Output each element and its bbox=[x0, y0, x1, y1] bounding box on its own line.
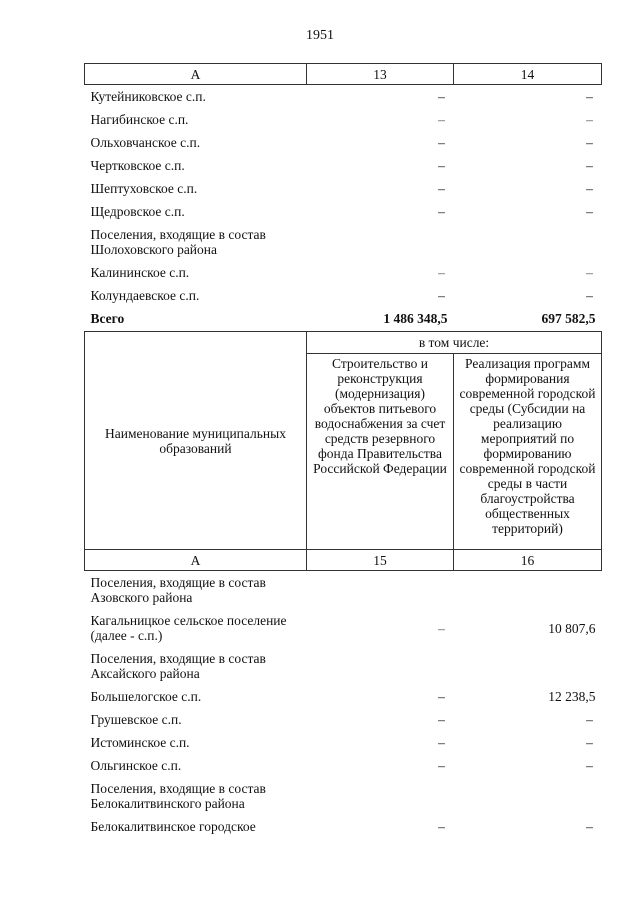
page-number: 1951 bbox=[306, 28, 334, 43]
row-value-16: 10 807,6 bbox=[548, 620, 596, 636]
table-row bbox=[85, 777, 602, 815]
row-group-name: Поселения, входящие в состав Белокалитвинского района bbox=[90, 781, 266, 811]
row-name: Ольховчанское с.п. bbox=[90, 135, 201, 150]
table-header-row bbox=[85, 64, 602, 85]
row-group-name: Поселения, входящие в состав Азовского района bbox=[90, 575, 266, 605]
row-value-13: – bbox=[438, 135, 445, 150]
table-row bbox=[85, 685, 602, 708]
row-name: Ольгинское с.п. bbox=[90, 758, 182, 773]
row-value-15: – bbox=[438, 620, 445, 636]
column-15-description: Строительство и реконструкция (модернизация) объектов питьевого водоснабжения за счет средств резервного фонда Правительства Российской Федерации bbox=[307, 354, 454, 550]
row-group-name: Поселения, входящие в состав Аксайского района bbox=[90, 651, 266, 681]
row-name: Кагальницкое сельское поселение (далее - с.п.) bbox=[90, 613, 287, 643]
table-row bbox=[85, 200, 602, 223]
row-value-13: – bbox=[438, 181, 445, 196]
column-header-13: 13 bbox=[307, 64, 454, 85]
row-value-15: – bbox=[438, 689, 445, 704]
table-row bbox=[85, 108, 602, 131]
table-row bbox=[85, 284, 602, 307]
column-header-16: 16 bbox=[454, 550, 602, 571]
row-value-16: 12 238,5 bbox=[548, 689, 596, 704]
table-row bbox=[85, 571, 602, 610]
row-value-13: – bbox=[438, 265, 445, 280]
table-row bbox=[85, 708, 602, 731]
row-value-14: – bbox=[586, 89, 593, 104]
row-value-16 bbox=[454, 571, 602, 610]
row-value-13: – bbox=[438, 158, 445, 173]
row-value-13: – bbox=[438, 112, 445, 127]
table-row bbox=[85, 154, 602, 177]
including-header: в том числе: bbox=[307, 332, 602, 354]
row-name: Чертковское с.п. bbox=[90, 158, 185, 173]
row-value-13: – bbox=[438, 288, 445, 303]
total-value-14: 697 582,5 bbox=[541, 311, 596, 326]
column-header-a: А bbox=[85, 550, 307, 571]
table-row bbox=[85, 609, 602, 647]
row-name: Калининское с.п. bbox=[90, 265, 190, 280]
row-value-15 bbox=[307, 647, 454, 685]
column-header-a: А bbox=[85, 64, 307, 85]
row-value-16: – bbox=[586, 735, 593, 750]
row-name: Истоминское с.п. bbox=[90, 735, 190, 750]
row-value-15: – bbox=[438, 712, 445, 727]
row-value-15: – bbox=[438, 819, 445, 834]
column-16-description: Реализация программ формирования современной городской среды (Субсидии на реализацию мероприятий по формированию современной городской среды в части благоустройства общественных территорий) bbox=[454, 354, 602, 550]
row-value-16 bbox=[454, 647, 602, 685]
municipality-column-header: Наименование муниципальных образований bbox=[85, 332, 307, 550]
row-value-14: – bbox=[586, 288, 593, 303]
budget-table-bottom bbox=[84, 331, 602, 838]
table-row bbox=[85, 131, 602, 154]
row-value-13: – bbox=[438, 204, 445, 219]
row-value-16 bbox=[454, 777, 602, 815]
total-value-13: 1 486 348,5 bbox=[383, 311, 448, 326]
row-name: Нагибинское с.п. bbox=[90, 112, 189, 127]
table-row bbox=[85, 177, 602, 200]
row-value-13 bbox=[307, 223, 454, 261]
row-value-16: – bbox=[586, 758, 593, 773]
table-row bbox=[85, 85, 602, 109]
table-row bbox=[85, 223, 602, 261]
table-header-row bbox=[85, 550, 602, 571]
row-value-15 bbox=[307, 571, 454, 610]
row-value-13: – bbox=[438, 89, 445, 104]
row-value-15 bbox=[307, 777, 454, 815]
row-value-14 bbox=[454, 223, 602, 261]
row-value-14: – bbox=[586, 112, 593, 127]
column-header-14: 14 bbox=[454, 64, 602, 85]
table-row bbox=[85, 731, 602, 754]
table-row bbox=[85, 647, 602, 685]
row-name: Кутейниковское с.п. bbox=[90, 89, 206, 104]
row-value-15: – bbox=[438, 735, 445, 750]
row-value-16: – bbox=[586, 712, 593, 727]
column-header-15: 15 bbox=[307, 550, 454, 571]
table-row bbox=[85, 261, 602, 284]
row-value-14: – bbox=[586, 181, 593, 196]
row-name: Шептуховское с.п. bbox=[90, 181, 198, 196]
row-value-14: – bbox=[586, 135, 593, 150]
row-name: Грушевское с.п. bbox=[90, 712, 182, 727]
row-name: Колундаевское с.п. bbox=[90, 288, 200, 303]
table-row bbox=[85, 815, 602, 838]
row-value-14: – bbox=[586, 204, 593, 219]
table-row bbox=[85, 754, 602, 777]
row-value-15: – bbox=[438, 758, 445, 773]
total-row bbox=[85, 307, 602, 330]
row-value-14: – bbox=[586, 265, 593, 280]
group-header-row bbox=[85, 332, 602, 354]
row-value-16: – bbox=[586, 819, 593, 834]
row-name: Щедровское с.п. bbox=[90, 204, 185, 219]
budget-table-top bbox=[84, 63, 602, 330]
row-group-name: Поселения, входящие в состав Шолоховского района bbox=[90, 227, 266, 257]
row-value-14: – bbox=[586, 158, 593, 173]
row-name: Большелогское с.п. bbox=[90, 689, 202, 704]
total-label: Всего bbox=[90, 311, 125, 326]
row-name: Белокалитвинское городское bbox=[90, 819, 256, 834]
